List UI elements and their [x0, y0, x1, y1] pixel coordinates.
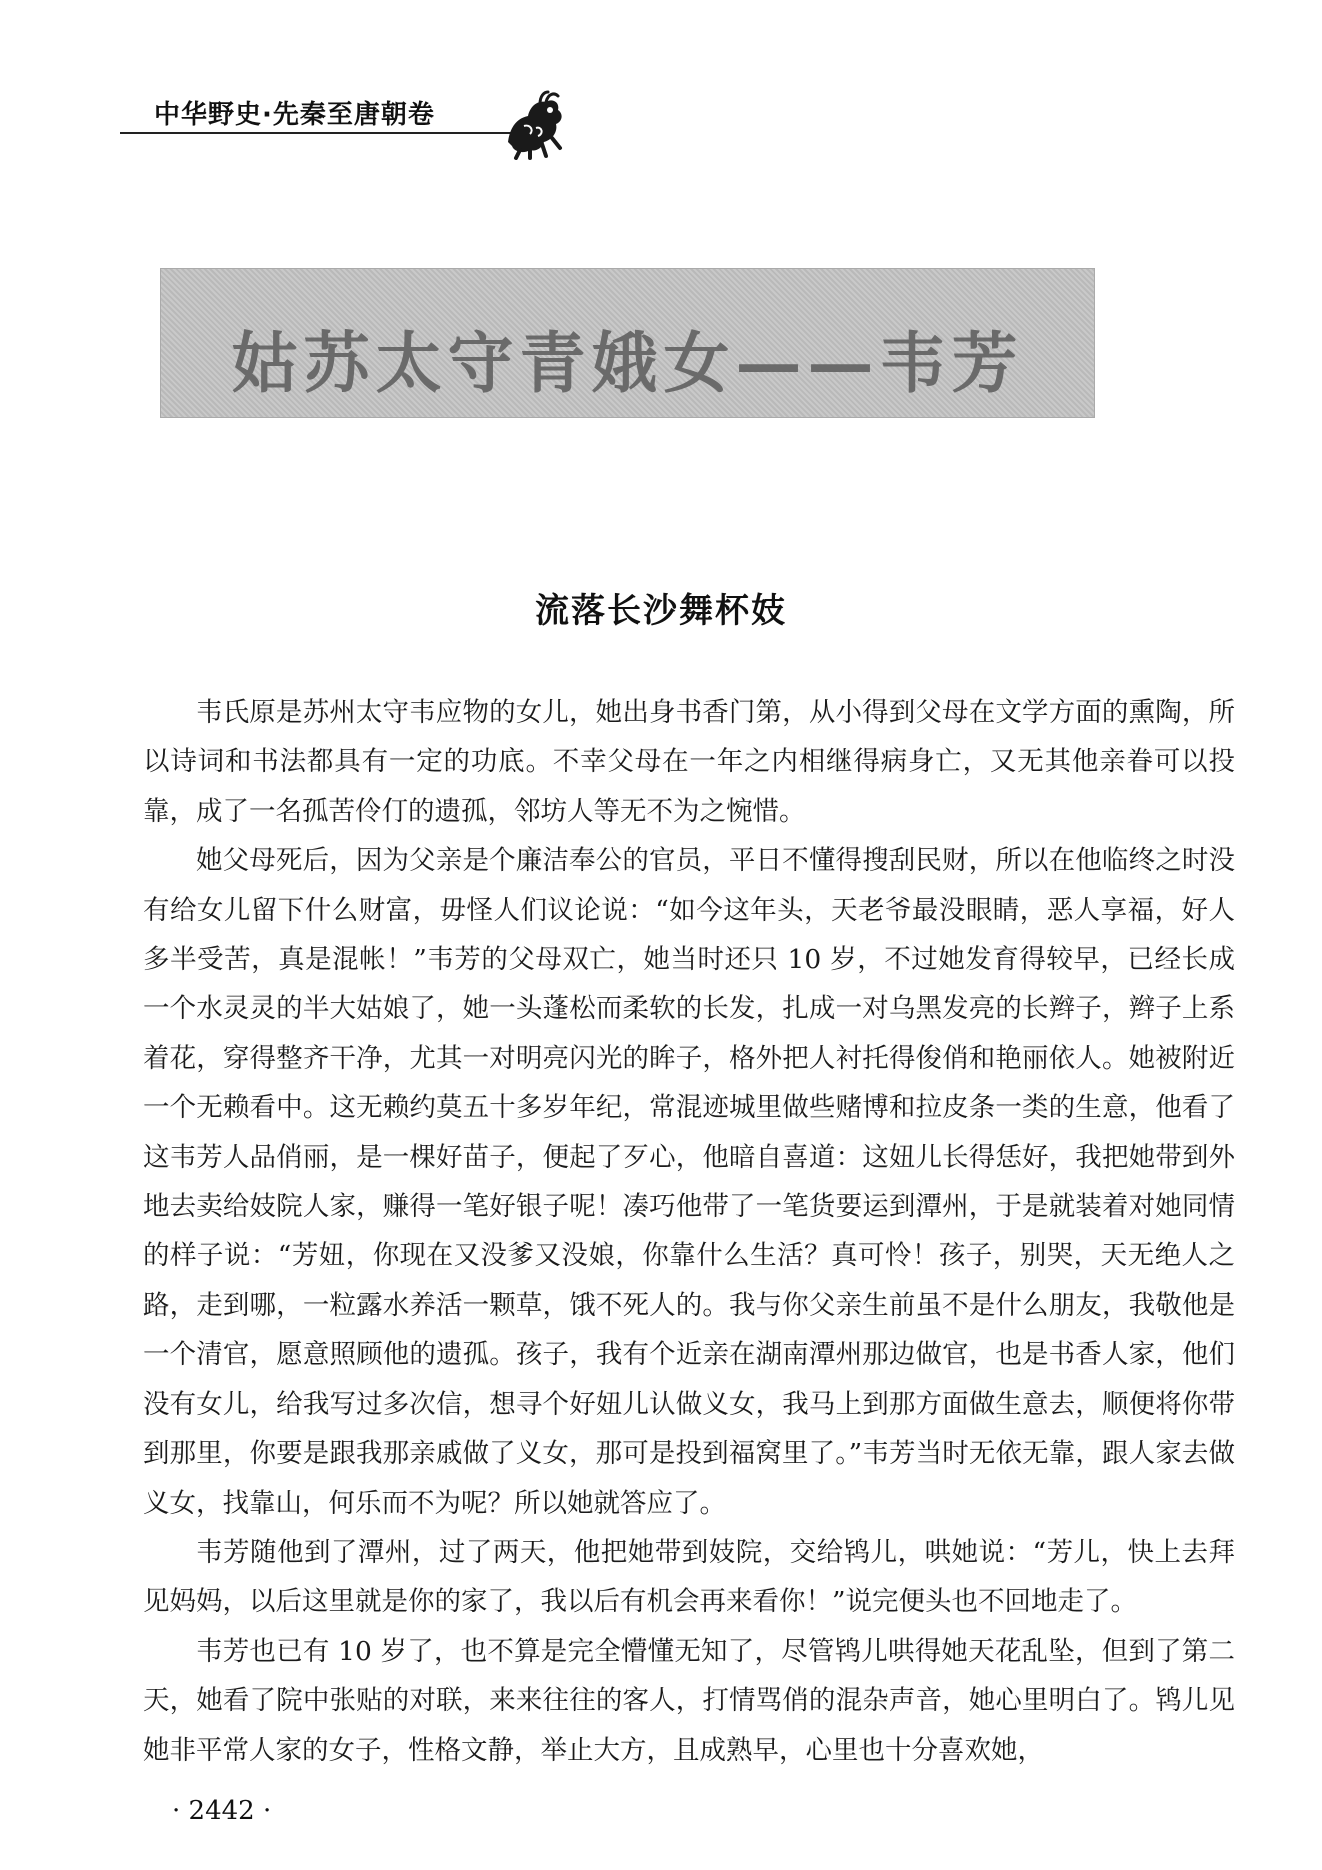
- paragraph: 韦芳随他到了潭州，过了两天，他把她带到妓院，交给鸨儿，哄她说：“芳儿，快上去拜见妈妈，以后这里就是你的家了，我以后有机会再来看你！”说完便头也不回地走了。: [143, 1536, 1235, 1618]
- mythical-beast-emblem-icon: [500, 90, 568, 160]
- chapter-title: 姑苏太守青娥女——韦芳: [231, 324, 1024, 402]
- paragraph: 韦氏原是苏州太守韦应物的女儿，她出身书香门第，从小得到父母在文学方面的熏陶，所以诗词和书法都具有一定的功底。不幸父母在一年之内相继得病身亡，又无其他亲眷可以投靠，成了一名孤苦伶仃的遗孤，邻坊人等无不为之惋惜。: [143, 697, 1235, 827]
- paragraph: 韦芳也已有 10 岁了，也不算是完全懵懂无知了，尽管鸨儿哄得她天花乱坠，但到了第二天，她看了院中张贴的对联，来来往往的客人，打情骂俏的混杂声音，她心里明白了。鸨儿见她非平常人家的女子，性格文静，举止大方，且成熟早，心里也十分喜欢她，: [143, 1635, 1235, 1766]
- page-number: · 2442 ·: [172, 1796, 272, 1826]
- chapter-title-banner: [160, 268, 1095, 418]
- section-heading: 流落长沙舞杯妓: [535, 591, 787, 631]
- header-rule: [120, 132, 535, 134]
- body-text: [143, 688, 1235, 1775]
- running-head: [120, 88, 530, 136]
- paragraph: 她父母死后，因为父亲是个廉洁奉公的官员，平日不懂得搜刮民财，所以在他临终之时没有给女儿留下什么财富，毋怪人们议论说：“如今这年头，天老爷最没眼睛，恶人享福，好人多半受苦，真是混帐！”韦芳的父母双亡，她当时还只 10 岁，不过她发育得较早，已经长成一个水灵灵的半大姑娘了，她一头蓬松而柔软的长发，扎成一对乌黑发亮的长辫子，辫子上系着花，穿得整齐干净，尤其一对明亮闪光的眸子，格外把人衬托得俊俏和艳丽依人。她被附近一个无赖看中。这无赖约莫五十多岁年纪，常混迹城里做些赌博和拉皮条一类的生意，他看了这韦芳人品俏丽，是一棵好苗子，便起了歹心，他暗自喜道：这妞儿长得恁好，我把她带到外地去卖给妓院人家，赚得一笔好银子呢！凑巧他带了一笔货要运到潭州，于是就装着对她同情的样子说：“芳妞，你现在又没爹又没娘，你靠什么生活？真可怜！孩子，别哭，天无绝人之路，走到哪，一粒露水养活一颗草，饿不死人的。我与你父亲生前虽不是什么朋友，我敬他是一个清官，愿意照顾他的遗孤。孩子，我有个近亲在湖南潭州那边做官，也是书香人家，他们没有女儿，给我写过多次信，想寻个好妞儿认做义女，我马上到那方面做生意去，顺便将你带到那里，你要是跟我那亲戚做了义女，那可是投到福窝里了。”韦芳当时无依无靠，跟人家去做义女，找靠山，何乐而不为呢？所以她就答应了。: [143, 845, 1235, 1519]
- running-title: 中华野史·先秦至唐朝卷: [154, 100, 435, 130]
